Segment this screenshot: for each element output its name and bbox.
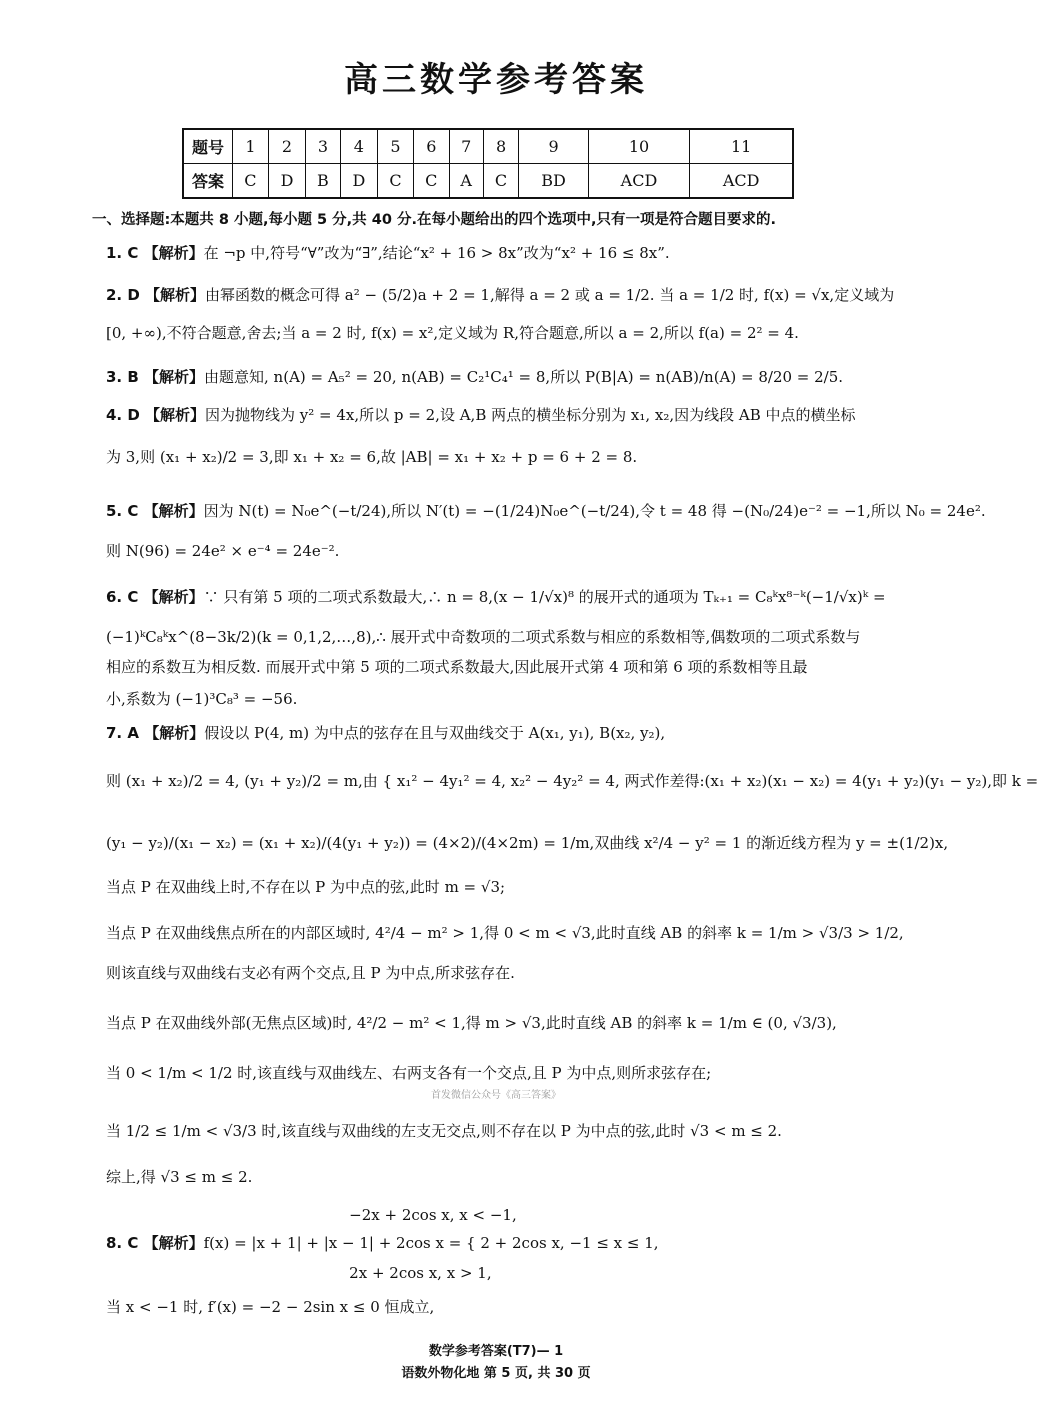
question-number-cell: 11 [690, 129, 793, 164]
solution-line-q6 [106, 586, 900, 608]
solution-text: 则 (x₁ + x₂)/2 = 4, (y₁ + y₂)/2 = m,由 { x₁² − 4y₁² = 4, x₂² − 4y₂² = 4, 两式作差得:(x₁ + x₂)(x₁ − x₂) = 4(y₁ + y₂)(y₁ − y₂),即 k = [106, 772, 1038, 790]
solution-line-q7 [106, 722, 900, 744]
solution-text: [0, +∞),不符合题意,舍去;当 a = 2 时, f(x) = x²,定义域为 R,符合题意,所以 a = 2,所以 f(a) = 2² = 4. [106, 324, 799, 342]
page-title: 高三数学参考答案 [344, 60, 648, 100]
question-tag: 6. C 【解析】 [106, 588, 204, 606]
question-tag: 2. D 【解析】 [106, 286, 206, 304]
answer-cell: A [449, 164, 483, 199]
solution-text: 因为 N(t) = N₀e^(−t/24),所以 N′(t) = −(1/24)N₀e^(−t/24),令 t = 48 得 −(N₀/24)e⁻² = −1,所以 N₀ = 24e². [203, 502, 986, 520]
solution-text: 为 3,则 (x₁ + x₂)/2 = 3,即 x₁ + x₂ = 6,故 |AB| = x₁ + x₂ + p = 6 + 2 = 8. [106, 448, 638, 466]
answer-cell: D [340, 164, 377, 199]
solution-line [106, 1062, 900, 1084]
answer-cell: C [483, 164, 519, 199]
solution-text: 在 ¬p 中,符号“∀”改为“∃”,结论“x² + 16 > 8x”改为“x² + 16 ≤ 8x”. [203, 244, 670, 262]
solution-line-q2 [106, 284, 900, 306]
question-number-cell: 4 [340, 129, 377, 164]
answer-table [182, 128, 794, 199]
solution-line [106, 1262, 900, 1284]
question-number-cell: 9 [519, 129, 588, 164]
solution-text: 由题意知, n(A) = A₅² = 20, n(AB) = C₂¹C₄¹ = 8,所以 P(B|A) = n(AB)/n(A) = 8/20 = 2/5. [204, 368, 844, 386]
answer-row [183, 164, 793, 199]
answer-cell: BD [519, 164, 588, 199]
solution-text: 2x + 2cos x, x > 1, [106, 1264, 492, 1282]
solution-line [106, 1296, 900, 1318]
question-number-cell: 10 [588, 129, 690, 164]
answer-cell: B [306, 164, 341, 199]
solution-line [106, 770, 1038, 792]
solution-line [106, 540, 900, 562]
question-tag: 5. C 【解析】 [106, 502, 204, 520]
question-tag: 7. A 【解析】 [106, 724, 205, 742]
solution-text: 相应的系数互为相反数. 而展开式中第 5 项的二项式系数最大,因此展开式第 4 项和第 6 项的系数相等且最 [106, 658, 808, 676]
answer-cell: C [413, 164, 449, 199]
solution-text: (y₁ − y₂)/(x₁ − x₂) = (x₁ + x₂)/(4(y₁ + y₂)) = (4×2)/(4×2m) = 1/m,双曲线 x²/4 − y² = 1 的渐近线方程为 y = ±(1/2)x, [106, 834, 949, 852]
solution-text: 小,系数为 (−1)³C₈³ = −56. [106, 690, 298, 708]
solution-line [106, 688, 900, 710]
solution-text: 当 x < −1 时, f′(x) = −2 − 2sin x ≤ 0 恒成立, [106, 1298, 435, 1316]
row-label-question-number: 题号 [183, 129, 233, 164]
solution-line [106, 1166, 900, 1188]
solution-text: 当 0 < 1/m < 1/2 时,该直线与双曲线左、右两支各有一个交点,且 P 为中点,则所求弦存在; [106, 1064, 712, 1082]
solution-line [106, 1012, 900, 1034]
question-number-cell: 5 [378, 129, 414, 164]
solution-text: 假设以 P(4, m) 为中点的弦存在且与双曲线交于 A(x₁, y₁), B(x₂, y₂), [204, 724, 666, 742]
solution-text: ∵ 只有第 5 项的二项式系数最大,∴ n = 8,(x − 1/√x)⁸ 的展开式的通项为 Tₖ₊₁ = C₈ᵏx⁸⁻ᵏ(−1/√x)ᵏ = [203, 588, 886, 606]
watermark: 首发微信公众号《高三答案》 [431, 1090, 561, 1101]
solution-text: 综上,得 √3 ≤ m ≤ 2. [106, 1168, 253, 1186]
solution-text: 则该直线与双曲线右支必有两个交点,且 P 为中点,所求弦存在. [106, 964, 515, 982]
solution-line [106, 626, 900, 648]
solution-text: f(x) = |x + 1| + |x − 1| + 2cos x = { 2 + 2cos x, −1 ≤ x ≤ 1, [203, 1234, 659, 1252]
solution-text: 当点 P 在双曲线上时,不存在以 P 为中点的弦,此时 m = √3; [106, 878, 506, 896]
solution-line-q8 [106, 1232, 900, 1254]
solution-text: 当点 P 在双曲线焦点所在的内部区域时, 4²/4 − m² > 1,得 0 < m < √3,此时直线 AB 的斜率 k = 1/m > √3/3 > 1/2, [106, 924, 904, 942]
question-number-cell: 6 [413, 129, 449, 164]
answer-cell: ACD [588, 164, 690, 199]
question-number-cell: 8 [483, 129, 519, 164]
solution-text: −2x + 2cos x, x < −1, [106, 1206, 517, 1224]
page-footer-label: 数学参考答案(T7)— 1 [428, 1344, 564, 1359]
page-footer-count: 语数外物化地 第 5 页, 共 30 页 [401, 1366, 591, 1381]
solution-text: 当 1/2 ≤ 1/m < √3/3 时,该直线与双曲线的左支无交点,则不存在以 P 为中点的弦,此时 √3 < m ≤ 2. [106, 1122, 782, 1140]
solution-text: 因为抛物线为 y² = 4x,所以 p = 2,设 A,B 两点的横坐标分别为 x₁, x₂,因为线段 AB 中点的横坐标 [205, 406, 856, 424]
solution-line [106, 322, 900, 344]
solution-line [106, 832, 949, 854]
answer-cell: C [378, 164, 414, 199]
solution-line [106, 962, 900, 984]
question-number-cell: 1 [233, 129, 269, 164]
solution-line-q4 [106, 404, 900, 426]
question-number-cell: 7 [449, 129, 483, 164]
answer-cell: C [233, 164, 269, 199]
solution-text: 当点 P 在双曲线外部(无焦点区域)时, 4²/2 − m² < 1,得 m > √3,此时直线 AB 的斜率 k = 1/m ∈ (0, √3/3), [106, 1014, 837, 1032]
solution-text: (−1)ᵏC₈ᵏx^(8−3k/2)(k = 0,1,2,…,8),∴ 展开式中奇数项的二项式系数与相应的系数相等,偶数项的二项式系数与 [106, 628, 861, 646]
question-number-cell: 2 [268, 129, 305, 164]
question-tag: 3. B 【解析】 [106, 368, 205, 386]
answer-cell: ACD [690, 164, 793, 199]
solution-line [106, 876, 900, 898]
solution-line [106, 446, 900, 468]
solution-line-q5 [106, 500, 986, 522]
answer-cell: D [268, 164, 305, 199]
row-label-answer: 答案 [183, 164, 233, 199]
question-number-cell: 3 [306, 129, 341, 164]
solution-line [106, 656, 900, 678]
solution-line [106, 922, 904, 944]
question-tag: 1. C 【解析】 [106, 244, 204, 262]
solution-line-q3 [106, 366, 900, 388]
section-header: 一、选择题:本题共 8 小题,每小题 5 分,共 40 分.在每小题给出的四个选项中,只有一项是符合题目要求的. [92, 212, 776, 228]
solution-line [106, 1204, 900, 1226]
solution-line-q1 [106, 242, 900, 264]
solution-text: 则 N(96) = 24e² × e⁻⁴ = 24e⁻². [106, 542, 340, 560]
question-tag: 8. C 【解析】 [106, 1234, 204, 1252]
question-tag: 4. D 【解析】 [106, 406, 206, 424]
solution-text: 由幂函数的概念可得 a² − (5/2)a + 2 = 1,解得 a = 2 或 a = 1/2. 当 a = 1/2 时, f(x) = √x,定义域为 [205, 286, 895, 304]
question-number-row [183, 129, 793, 164]
solution-line [106, 1120, 900, 1142]
